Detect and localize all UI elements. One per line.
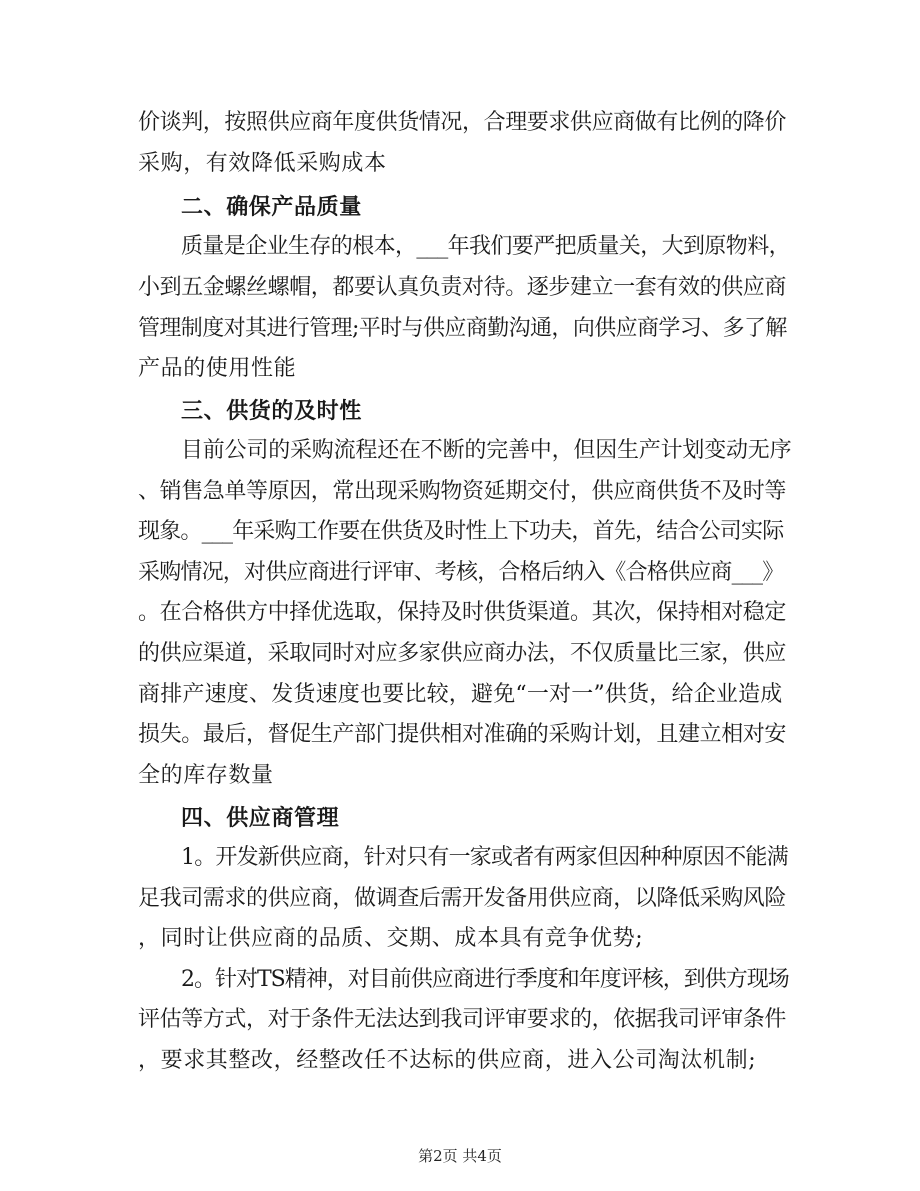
paragraph-line: 价谈判，按照供应商年度供货情况，合理要求供应商做有比例的降价	[138, 110, 787, 135]
paragraph-line: 现象。___年采购工作要在供货及时性上下功夫，首先，结合公司实际	[138, 519, 784, 544]
section-heading-2: 二、确保产品质量	[181, 194, 362, 220]
paragraph-line: 管理制度对其进行管理;平时与供应商勤沟通，向供应商学习、多了解	[138, 316, 787, 341]
paragraph-line: 、销售急单等原因，常出现采购物资延期交付，供应商供货不及时等	[138, 479, 787, 504]
paragraph-line: ，要求其整改，经整改任不达标的供应商，进入公司淘汰机制;	[138, 1048, 757, 1073]
paragraph-line: 采购情况，对供应商进行评审、考核，合格后纳入《合格供应商___》	[138, 560, 784, 585]
paragraph-line: 损失。最后，督促生产部门提供相对准确的采购计划，且建立相对安	[138, 722, 787, 747]
section-heading-3: 三、供货的及时性	[181, 398, 362, 424]
page-number-footer: 第2页 共4页	[418, 1147, 502, 1165]
paragraph-line: 小到五金螺丝螺帽，都要认真负责对待。逐步建立一套有效的供应商	[138, 275, 787, 300]
paragraph-line: 的供应渠道，采取同时对应多家供应商办法，不仅质量比三家，供应	[138, 641, 787, 666]
paragraph-line: ，同时让供应商的品质、交期、成本具有竞争优势;	[138, 926, 644, 951]
paragraph-line: 。在合格供方中择优选取，保持及时供货渠道。其次，保持相对稳定	[138, 600, 787, 625]
paragraph-line: 2。针对TS精神，对目前供应商进行季度和年度评核，到供方现场	[181, 967, 789, 992]
paragraph-line: 1。开发新供应商，针对只有一家或者有两家但因种种原因不能满	[181, 845, 788, 870]
paragraph-line: 目前公司的采购流程还在不断的完善中，但因生产计划变动无序	[181, 438, 792, 463]
paragraph-line: 采购，有效降低采购成本	[138, 151, 387, 176]
section-heading-4: 四、供应商管理	[181, 805, 340, 831]
paragraph-line: 评估等方式，对于条件无法达到我司评审要求的，依据我司评审条件	[138, 1007, 787, 1032]
paragraph-line: 足我司需求的供应商，做调查后需开发备用供应商，以降低采购风险	[138, 886, 787, 911]
paragraph-line: 全的库存数量	[138, 763, 274, 788]
paragraph-line: 质量是企业生存的根本，___年我们要严把质量关，大到原物料，	[181, 234, 791, 259]
paragraph-line: 产品的使用性能	[138, 356, 297, 381]
paragraph-line: 商排产速度、发货速度也要比较，避免“一对一”供货，给企业造成	[138, 682, 783, 707]
